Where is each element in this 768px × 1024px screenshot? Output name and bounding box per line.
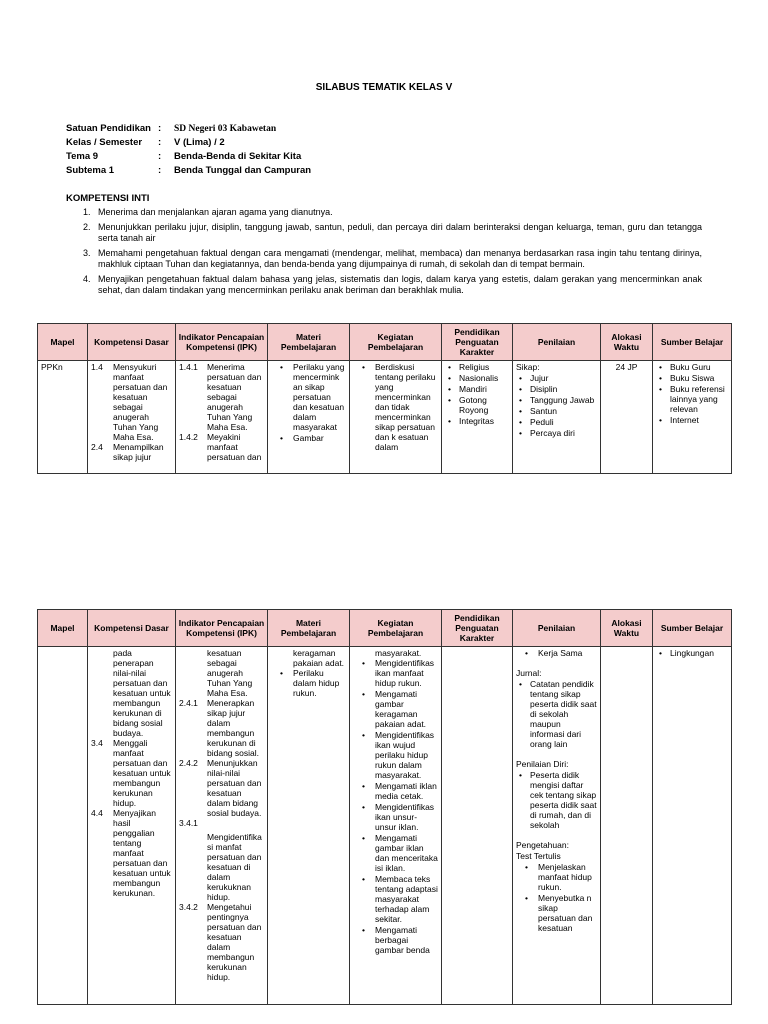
- cell-kd: [88, 361, 176, 474]
- header-sumber: Sumber Belajar: [653, 610, 732, 647]
- karakter-item: • Mandiri: [445, 384, 509, 394]
- materi-item: • Gambar: [271, 433, 346, 443]
- ipk-text: Meyakini manfaat persatuan dan: [207, 432, 262, 462]
- sumber-item: • Internet: [656, 415, 728, 425]
- penilaian-item: • Percaya diri: [516, 428, 597, 438]
- table-row: [38, 361, 732, 474]
- ipk-number: 2.4.1: [179, 698, 198, 708]
- header-materi: Materi Pembelajaran: [268, 324, 350, 361]
- ipk-text: Menerapkan sikap jujur dalam membangun kerukunan di bidang sosial.: [207, 698, 259, 758]
- kegiatan-item: • Mengamati iklan media cetak.: [353, 781, 438, 801]
- ipk-number: 1.4.2: [179, 432, 198, 442]
- meta-row: [66, 165, 311, 179]
- cell-alokasi: [601, 647, 653, 1005]
- kegiatan-item: • Mengamati gambar keragaman pakaian adat.: [353, 689, 438, 729]
- header-penilaian: Penilaian: [513, 324, 601, 361]
- ipk-text: Mengetahui pentingnya persatuan dan kesatuan dalam membangun kerukunan hidup.: [207, 902, 262, 982]
- penilaian-item: • Disiplin: [516, 384, 597, 394]
- materi-continued-text: keragaman pakaian adat.: [293, 648, 345, 668]
- kegiatan-item: • Mengamati gambar iklan dan menceritaka isi iklan.: [353, 833, 438, 873]
- penilaian-item: • Tanggung Jawab: [516, 395, 597, 405]
- kd-number: 2.4: [91, 442, 103, 452]
- ipk-continued-text: kesatuan sebagai anugerah Tuhan Yang Maha Esa.: [207, 648, 253, 698]
- meta-colon: :: [158, 137, 162, 148]
- meta-value: Benda-Benda di Sekitar Kita: [174, 151, 302, 162]
- meta-label: Kelas / Semester: [66, 137, 143, 148]
- ki-heading: KOMPETENSI INTI: [66, 193, 150, 204]
- meta-row: [66, 123, 311, 137]
- kegiatan-item: • Berdiskusi tentang perilaku yang mencerminkan dan tidak mencerminkan sikap persatuan dan k esatuan dalam: [353, 362, 438, 452]
- cell-kegiatan: [350, 647, 442, 1005]
- cell-sumber: [653, 361, 732, 474]
- header-kd: Kompetensi Dasar: [88, 324, 176, 361]
- penilaian-item: • Santun: [516, 406, 597, 416]
- ipk-number: 3.4.1: [179, 818, 198, 828]
- meta-colon: :: [158, 165, 162, 176]
- penilaian-item: • Jujur: [516, 373, 597, 383]
- cell-ipk: [176, 361, 268, 474]
- cell-karakter: [442, 647, 513, 1005]
- materi-item: • Perilaku dalam hidup rukun.: [271, 668, 346, 698]
- header-alokasi: Alokasi Waktu: [601, 324, 653, 361]
- meta-label: Tema 9: [66, 151, 99, 162]
- kd-item: [91, 442, 172, 462]
- kd-number: 3.4: [91, 738, 103, 748]
- meta-row: [66, 151, 311, 165]
- cell-mapel: [38, 647, 88, 1005]
- ki-number: 3.: [83, 248, 91, 258]
- header-sumber: Sumber Belajar: [653, 324, 732, 361]
- header-ipk: Indikator Pencapaian Kompetensi (IPK): [176, 610, 268, 647]
- cell-materi: [268, 647, 350, 1005]
- ki-item: [66, 207, 702, 218]
- cell-alokasi: [601, 361, 653, 474]
- document-title: SILABUS TEMATIK KELAS V: [315, 82, 453, 93]
- mapel-text: PPKn: [41, 362, 63, 372]
- kd-item: [91, 362, 172, 442]
- table-header-row: [38, 324, 732, 361]
- ki-text: Memahami pengetahuan faktual dengan cara mengamati (mendengar, melihat, membaca) dan menanya berdasarkan rasa ingin tahu tentang dirinya, makhluk ciptaan Tuhan dan kegiatannya, dan benda-benda yang dijumpainya di rumah, di sekolah dan di tempat bermain.: [98, 248, 702, 269]
- header-karakter: Pendidikan Penguatan Karakter: [442, 324, 513, 361]
- karakter-item: • Gotong Royong: [445, 395, 509, 415]
- kd-item: [91, 738, 172, 808]
- ipk-text: Menerima persatuan dan kesatuan sebagai anugerah Tuhan Yang Maha Esa.: [207, 362, 262, 432]
- karakter-item: • Integritas: [445, 416, 509, 426]
- penilaian-item: • Kerja Sama: [516, 648, 597, 658]
- ipk-number: 3.4.2: [179, 902, 198, 912]
- ipk-text: Mengidentifika si manfat persatuan dan kesatuan di dalam kerukuknan hidup.: [207, 832, 262, 902]
- header-alokasi: Alokasi Waktu: [601, 610, 653, 647]
- alokasi-text: 24 JP: [615, 362, 638, 372]
- penilaian-diri-item: • Peserta didik mengisi daftar cek tentang sikap peserta didik saat di rumah, dan di sekolah: [516, 770, 597, 830]
- kegiatan-item: • Mengidentifikas ikan manfaat hidup rukun.: [353, 658, 438, 688]
- ipk-item: [179, 818, 264, 828]
- ipk-number: 2.4.2: [179, 758, 198, 768]
- cell-kegiatan: [350, 361, 442, 474]
- cell-mapel: [38, 361, 88, 474]
- ki-text: Menunjukkan perilaku jujur, disiplin, tanggung jawab, santun, peduli, dan percaya diri dalam berinteraksi dengan keluarga, teman, guru dan tetangga serta tanah air: [98, 222, 702, 243]
- meta-value: V (Lima) / 2: [174, 137, 225, 148]
- cell-penilaian: [513, 361, 601, 474]
- ki-item: [66, 222, 702, 244]
- kd-text: Menggali manfaat persatuan dan kesatuan untuk membangun kerukunan hidup.: [113, 738, 171, 808]
- ipk-item: [179, 432, 264, 462]
- cell-karakter: [442, 361, 513, 474]
- sumber-item: • Buku Siswa: [656, 373, 728, 383]
- karakter-item: • Nasionalis: [445, 373, 509, 383]
- header-materi: Materi Pembelajaran: [268, 610, 350, 647]
- sumber-item: • Buku referensi lainnya yang relevan: [656, 384, 728, 414]
- ki-text: Menerima dan menjalankan ajaran agama yang dianutnya.: [98, 207, 333, 217]
- jurnal-label: Jurnal:: [516, 668, 542, 678]
- penilaian-diri-label: Penilaian Diri:: [516, 759, 569, 769]
- ipk-item: [179, 698, 264, 758]
- ki-number: 1.: [83, 207, 91, 217]
- kd-number: 1.4: [91, 362, 103, 372]
- ipk-item: [179, 758, 264, 818]
- header-kegiatan: Kegiatan Pembelajaran: [350, 610, 442, 647]
- ki-list: [66, 207, 702, 300]
- kd-number: 4.4: [91, 808, 103, 818]
- cell-materi: [268, 361, 350, 474]
- ipk-text: Menunjukkan nilai-nilai persatuan dan kesatuan dalam bidang sosial budaya.: [207, 758, 262, 818]
- sumber-item: • Buku Guru: [656, 362, 728, 372]
- header-mapel: Mapel: [38, 610, 88, 647]
- identity-block: [66, 123, 311, 179]
- cell-penilaian: [513, 647, 601, 1005]
- kegiatan-item: • Membaca teks tentang adaptasi masyarakat terhadap alam sekitar.: [353, 874, 438, 924]
- ki-number: 2.: [83, 222, 91, 232]
- ipk-number: 1.4.1: [179, 362, 198, 372]
- meta-colon: :: [158, 123, 162, 134]
- kd-item: [91, 808, 172, 898]
- jurnal-item: • Catatan pendidik tentang sikap peserta didik saat di sekolah maupun informasi dari orang lain: [516, 679, 597, 749]
- kegiatan-item: • Mengidentifikas ikan unsur-unsur iklan.: [353, 802, 438, 832]
- meta-label: Subtema 1: [66, 165, 115, 176]
- meta-label: Satuan Pendidikan: [66, 123, 151, 134]
- ipk-item: [179, 902, 264, 982]
- meta-row: [66, 137, 311, 151]
- pengetahuan-label: Pengetahuan:: [516, 840, 569, 850]
- ipk-item: [179, 832, 264, 902]
- kd-text: Menampilkan sikap jujur: [113, 442, 164, 462]
- tes-item: • Menyebutka n sikap persatuan dan kesatuan: [516, 893, 597, 933]
- tes-item: • Menjelaskan manfaat hidup rukun.: [516, 862, 597, 892]
- penilaian-label: Sikap:: [516, 362, 540, 372]
- penilaian-item: • Peduli: [516, 417, 597, 427]
- kegiatan-continued-text: masyarakat.: [375, 648, 422, 658]
- meta-value: SD Negeri 03 Kabawetan: [174, 124, 277, 134]
- meta-value: Benda Tunggal dan Campuran: [174, 165, 312, 176]
- kd-text: Mensyukuri manfaat persatuan dan kesatuan sebagai anugerah Tuhan Yang Maha Esa.: [113, 362, 168, 442]
- cell-sumber: [653, 647, 732, 1005]
- ipk-item: [179, 362, 264, 432]
- cell-ipk: [176, 647, 268, 1005]
- tes-tertulis-label: Test Tertulis: [516, 851, 561, 861]
- ki-item: [66, 274, 702, 296]
- header-kegiatan: Kegiatan Pembelajaran: [350, 324, 442, 361]
- kegiatan-item: • Mengamati berbagai gambar benda: [353, 925, 438, 955]
- cell-kd: [88, 647, 176, 1005]
- header-ipk: Indikator Pencapaian Kompetensi (IPK): [176, 324, 268, 361]
- header-karakter: Pendidikan Penguatan Karakter: [442, 610, 513, 647]
- kegiatan-item: • Mengidentifikas ikan wujud perilaku hidup rukun dalam masyarakat.: [353, 730, 438, 780]
- kd-text: Menyajikan hasil penggalian tentang manfaat persatuan dan kesatuan untuk membangun kerukunan.: [113, 808, 171, 898]
- karakter-item: • Religius: [445, 362, 509, 372]
- sumber-item: • Lingkungan: [656, 648, 728, 658]
- header-mapel: Mapel: [38, 324, 88, 361]
- ki-item: [66, 248, 702, 270]
- ki-text: Menyajikan pengetahuan faktual dalam bahasa yang jelas, sistematis dan logis, dalam karya yang estetis, dalam gerakan yang mencerminkan anak sehat, dan dalam tindakan yang mencerminkan perilaku anak beriman dan berakhlak mulia.: [98, 274, 702, 295]
- table-row: [38, 647, 732, 1005]
- table-header-row: [38, 610, 732, 647]
- materi-item: • Perilaku yang mencermink an sikap persatuan dan kesatuan dalam masyarakat: [271, 362, 346, 432]
- syllabus-table-1: [37, 323, 732, 474]
- kd-continued-text: pada penerapan nilai-nilai persatuan dan kesatuan untuk membangun kerukunan di bidang sosial budaya.: [113, 648, 171, 738]
- meta-colon: :: [158, 151, 162, 162]
- header-penilaian: Penilaian: [513, 610, 601, 647]
- ki-number: 4.: [83, 274, 91, 284]
- header-kd: Kompetensi Dasar: [88, 610, 176, 647]
- syllabus-table-2: [37, 609, 732, 1005]
